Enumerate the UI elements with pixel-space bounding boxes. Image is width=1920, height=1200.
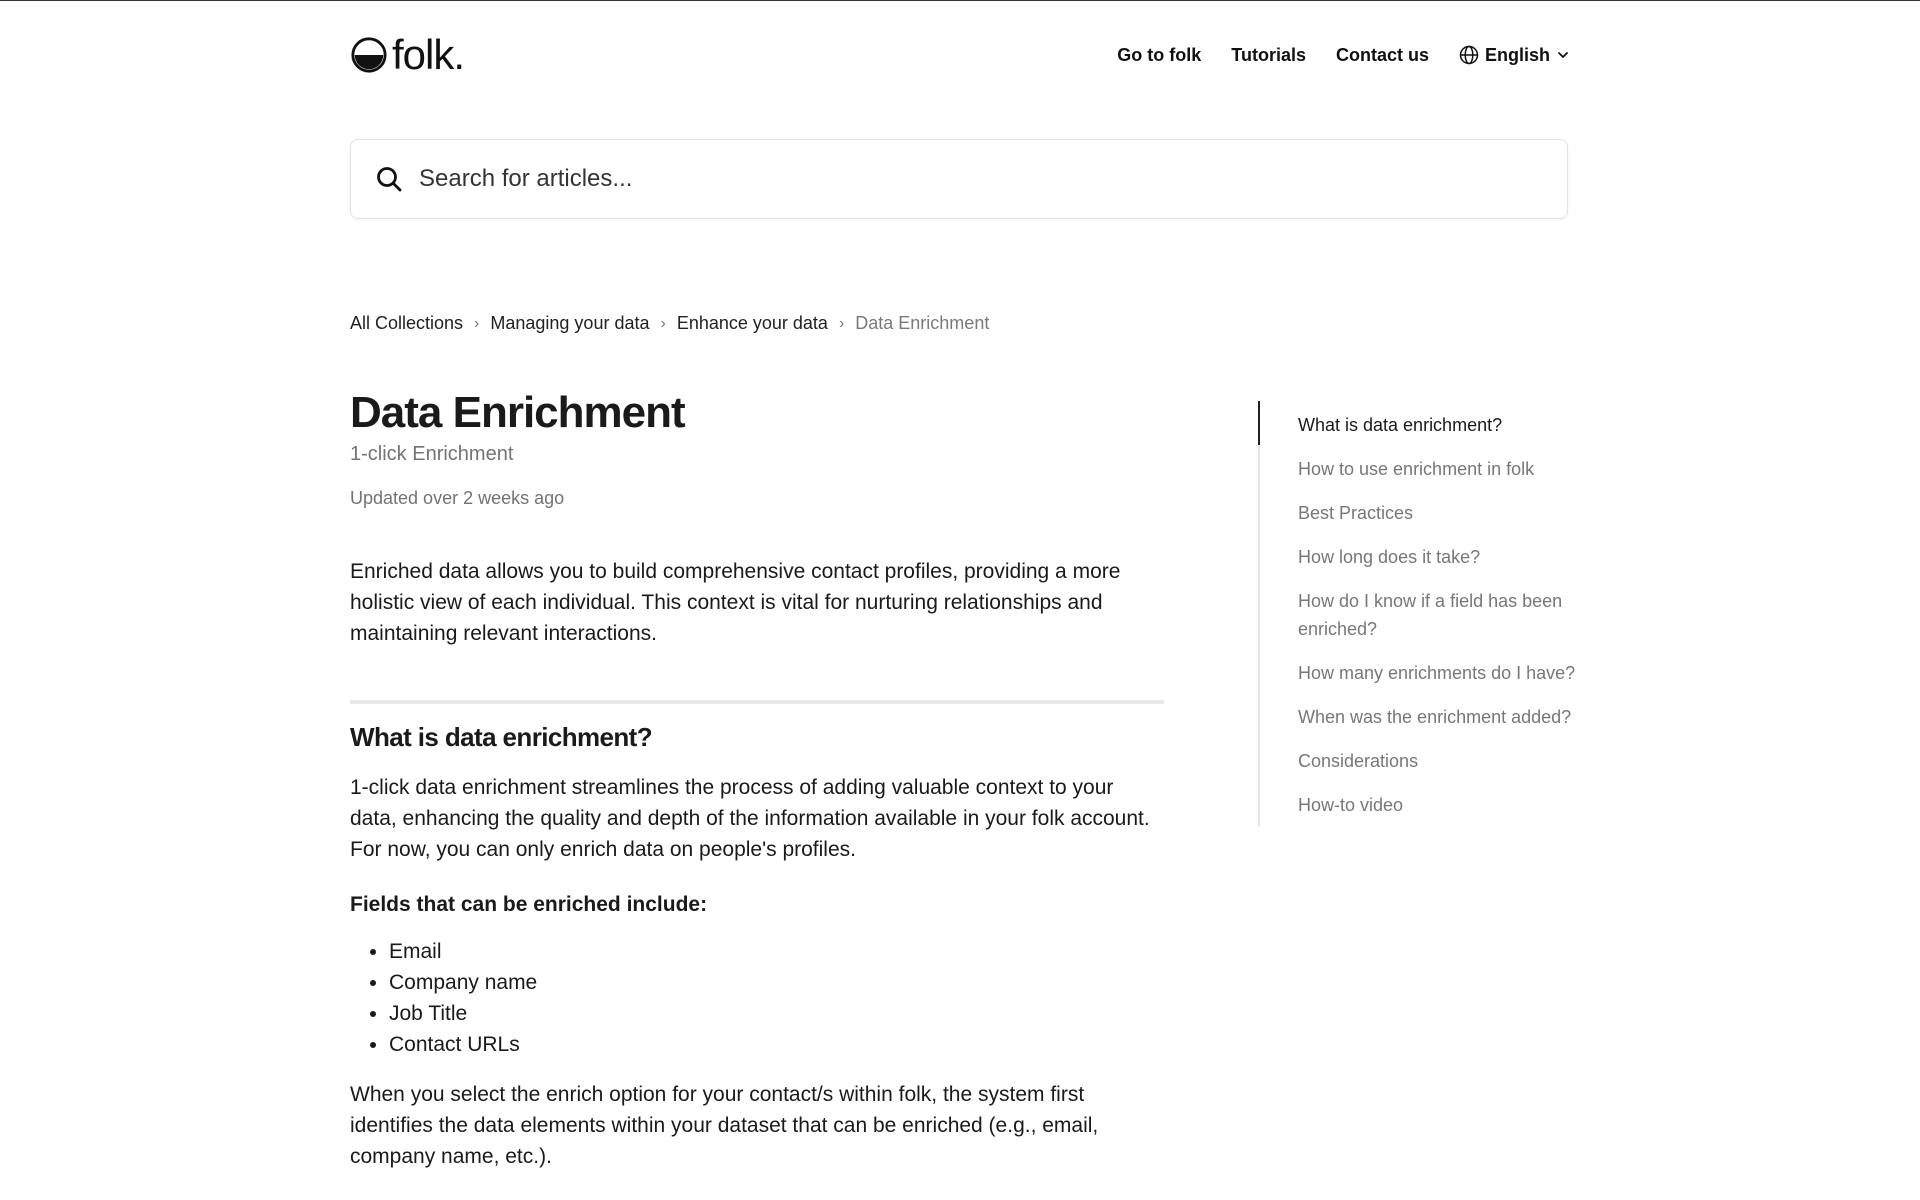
nav-contact-us[interactable]: Contact us [1335, 44, 1429, 65]
list-item: • Job Title [389, 998, 1164, 1029]
page-title: Data Enrichment [350, 388, 685, 437]
toc-item-when-added[interactable]: When was the enrichment added? [1298, 707, 1572, 727]
section-heading: What is data enrichment? [350, 722, 652, 752]
toc-item-how-long[interactable]: How long does it take? [1298, 547, 1481, 567]
section-divider [350, 700, 1164, 704]
list-item: • Contact URLs [389, 1029, 1164, 1060]
breadcrumb [350, 313, 989, 334]
brand-name: folk. [392, 31, 465, 78]
breadcrumb-enhance-your-data[interactable]: Enhance your data [676, 313, 828, 333]
toc-item-best-practices[interactable]: Best Practices [1298, 503, 1414, 523]
search-input[interactable] [417, 164, 1543, 194]
breadcrumb-separator: › [660, 314, 666, 332]
intro-paragraph: Enriched data allows you to build comprehensive contact profiles, providing a more holistic view of each individual. This context is vital for nurturing relationships and maintaining relevant interactions. [350, 560, 1121, 645]
article [350, 385, 1164, 1172]
nav-tutorials[interactable]: Tutorials [1231, 44, 1306, 65]
toc-item-how-many-enrichments[interactable]: How many enrichments do I have? [1298, 663, 1576, 683]
top-nav [1117, 45, 1570, 66]
fields-heading: Fields that can be enriched include: [350, 893, 708, 916]
nav-go-to-folk[interactable]: Go to folk [1117, 44, 1202, 65]
site-header [350, 31, 1570, 79]
globe-icon [1459, 45, 1479, 65]
folk-logo-icon [350, 36, 388, 74]
breadcrumb-separator: › [474, 314, 480, 332]
toc-item-field-enriched[interactable]: How do I know if a field has been enriched? [1298, 591, 1563, 639]
updated-timestamp: Updated over 2 weeks ago [350, 488, 565, 508]
list-item: • Company name [389, 967, 1164, 998]
search-box[interactable] [350, 139, 1568, 219]
search-icon [375, 165, 403, 193]
chevron-down-icon [1556, 48, 1570, 62]
list-item: • Email [389, 936, 1164, 967]
toc-item-considerations[interactable]: Considerations [1298, 751, 1419, 771]
toc-item-how-to-video[interactable]: How-to video [1298, 795, 1404, 815]
folk-logo[interactable] [350, 31, 465, 78]
language-label: English [1484, 44, 1550, 65]
breadcrumb-separator: › [838, 314, 845, 332]
toc-item-how-to-use-enrichment[interactable]: How to use enrichment in folk [1298, 459, 1535, 479]
breadcrumb-managing-your-data[interactable]: Managing your data [490, 313, 650, 333]
toc-item-what-is-data-enrichment[interactable]: What is data enrichment? [1298, 411, 1598, 439]
breadcrumb-all-collections[interactable]: All Collections [350, 313, 464, 333]
fields-list [350, 936, 1164, 1060]
language-selector[interactable] [1459, 45, 1570, 66]
breadcrumb-current: Data Enrichment [855, 313, 990, 333]
closing-paragraph: When you select the enrich option for your contact/s within folk, the system first identifies the data elements within your dataset that can be enriched (e.g., email, company name, etc.). [350, 1083, 1099, 1168]
table-of-contents [1258, 401, 1598, 827]
section-paragraph: 1-click data enrichment streamlines the process of adding valuable context to your data, enhancing the quality and depth of the information available in your folk account. For now, you can only enrich data on people's profiles. [350, 776, 1150, 861]
article-subtitle: 1-click Enrichment [350, 443, 514, 465]
